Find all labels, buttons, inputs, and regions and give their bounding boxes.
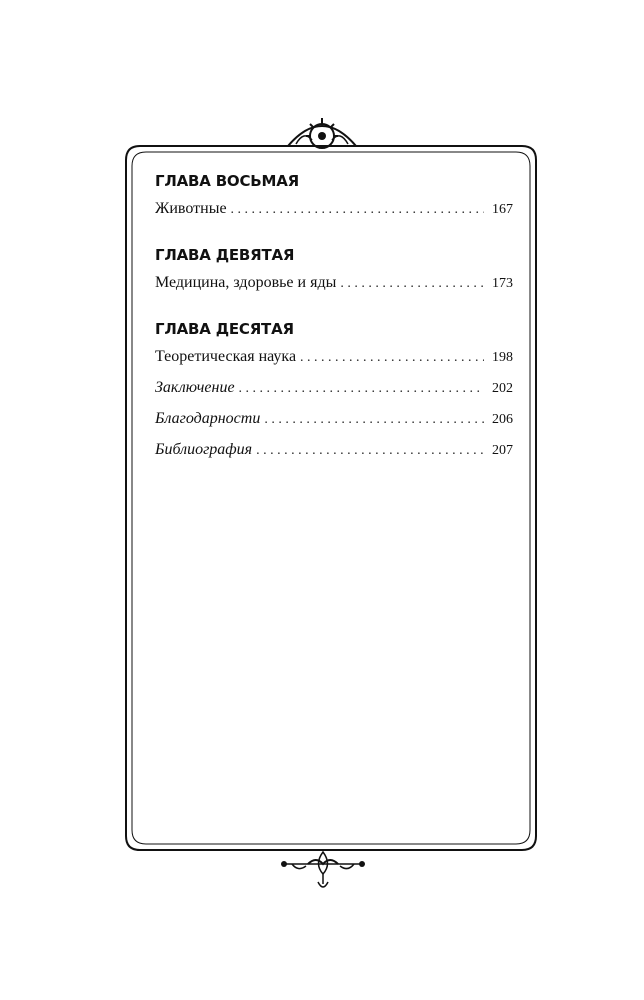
entry-label: Медицина, здоровье и яды (155, 274, 337, 291)
top-gear-ornament-icon (282, 110, 362, 152)
page-number: 167 (492, 202, 513, 217)
entry-label: Благодарности (155, 410, 261, 427)
toc-entry (155, 403, 513, 434)
dot-leader (264, 404, 484, 435)
toc-entry (155, 267, 513, 298)
chapter-title: ГЛАВА ДЕВЯТАЯ (155, 246, 295, 264)
dot-leader (231, 194, 484, 225)
dot-leader (239, 373, 484, 404)
dot-leader (340, 268, 484, 299)
chapter-title: ГЛАВА ДЕСЯТАЯ (155, 320, 294, 338)
bottom-flourish-ornament-icon (278, 850, 368, 896)
chapter-9 (155, 244, 513, 298)
toc-entry (155, 434, 513, 465)
entry-label: Библиография (155, 441, 253, 458)
toc-entry (155, 193, 513, 224)
page-number: 173 (492, 276, 513, 291)
chapter-8 (155, 170, 513, 224)
dot-leader (256, 435, 484, 466)
entry-label: Заключение (155, 379, 235, 396)
entry-label: Теоретическая наука (155, 348, 297, 365)
chapter-title: ГЛАВА ВОСЬМАЯ (155, 172, 300, 190)
toc-entry (155, 372, 513, 403)
chapter-10 (155, 318, 513, 465)
entry-label: Животные (155, 200, 227, 217)
toc-entry (155, 341, 513, 372)
page-number: 198 (492, 350, 513, 365)
dot-leader (300, 342, 484, 373)
table-of-contents (155, 170, 513, 485)
page-number: 207 (492, 443, 513, 458)
page-number: 206 (492, 412, 513, 427)
page-number: 202 (492, 381, 513, 396)
